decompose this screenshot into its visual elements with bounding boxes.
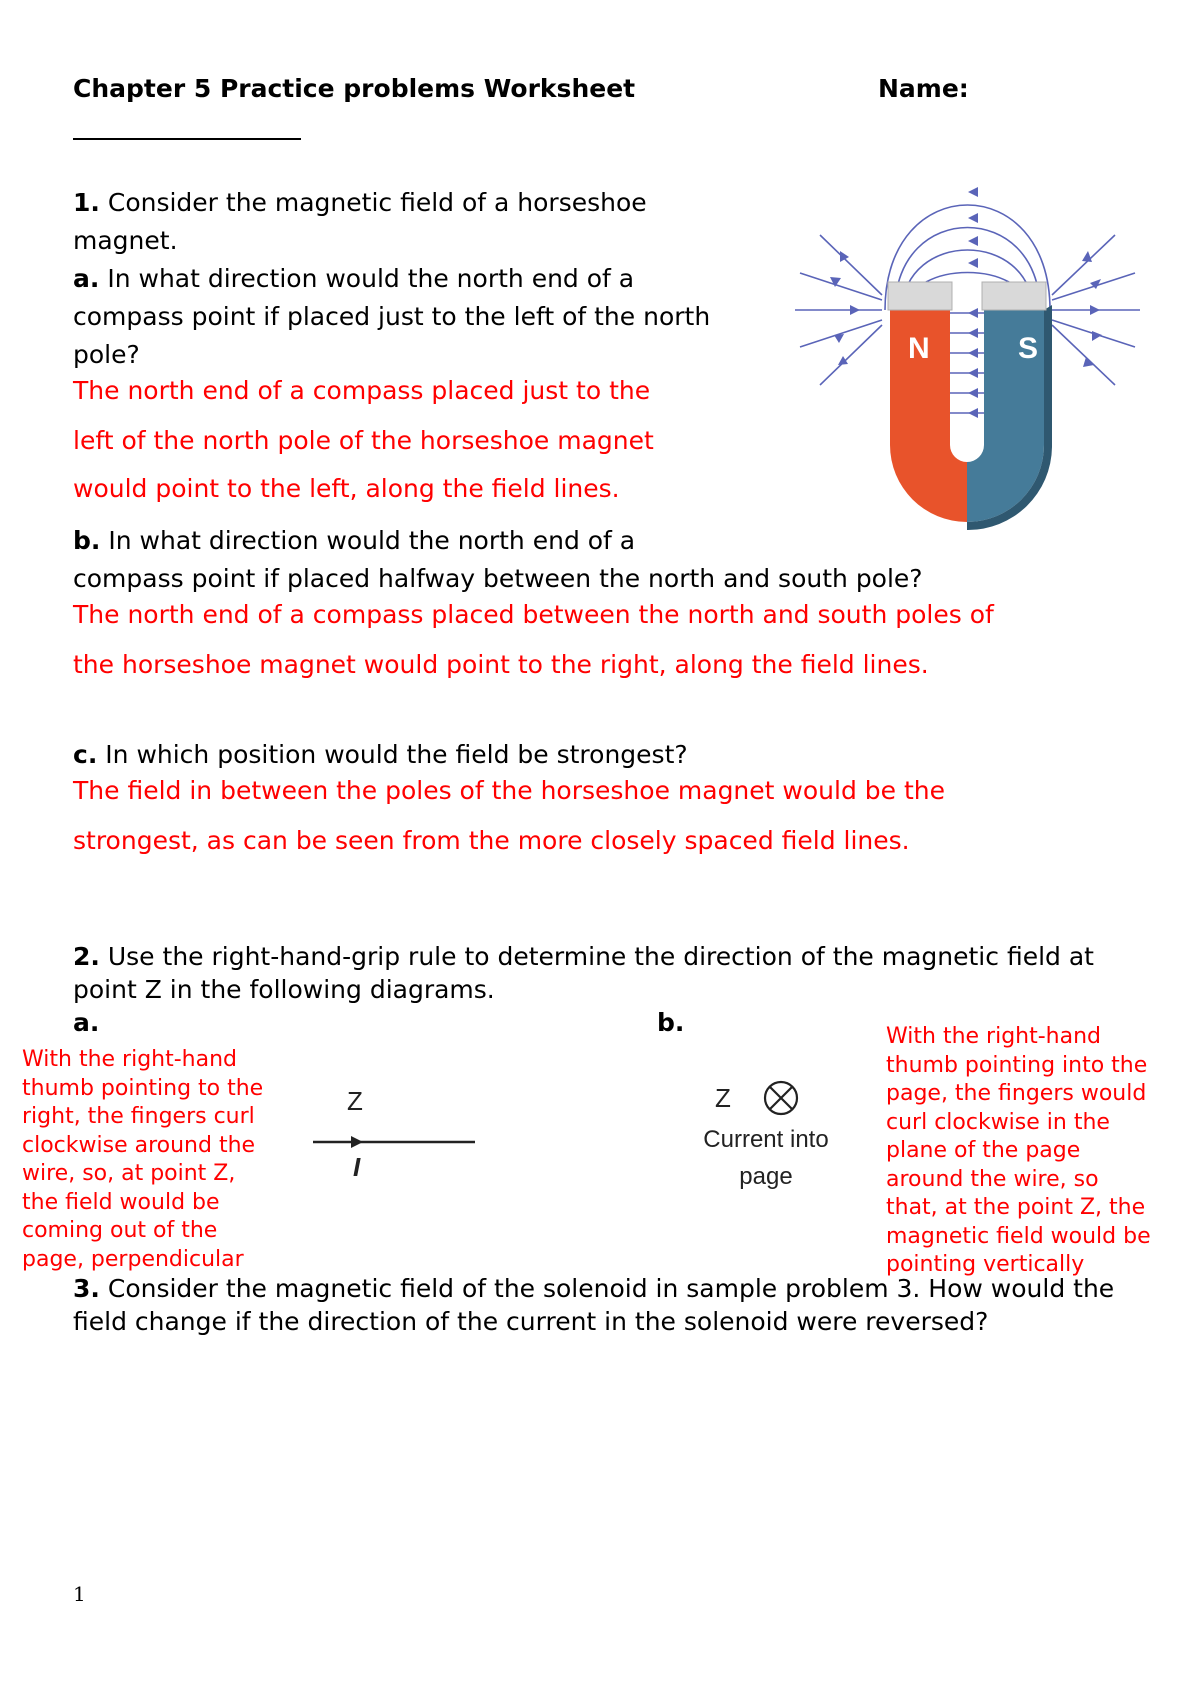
- north-pole-cap: [888, 282, 952, 310]
- q2-number: 2.: [73, 942, 100, 971]
- q2b-answer-line-1: With the right-hand: [886, 1024, 1102, 1049]
- q1a-answer-line-2: left of the north pole of the horseshoe magnet: [73, 426, 654, 455]
- q2a-answer-line-4: clockwise around the: [22, 1132, 256, 1158]
- q2b-answer-line-8: magnetic field would be: [886, 1223, 1151, 1249]
- q1c-question-text: In which position would the field be strongest?: [105, 740, 688, 769]
- q2a-answer-line-3: right, the fingers curl: [22, 1104, 255, 1129]
- q3-number: 3.: [73, 1274, 100, 1303]
- q1a-answer-line-3: would point to the left, along the field lines.: [73, 474, 620, 503]
- q2b-caption-line-1: Current into: [703, 1126, 829, 1153]
- q2b-answer-line-6: around the wire, so: [886, 1166, 1099, 1192]
- q2a-answer-line-7: coming out of the: [22, 1218, 218, 1243]
- q2a-answer-line-8: page, perpendicular: [22, 1246, 244, 1272]
- q2b-answer-line-4: curl clockwise in the: [886, 1109, 1110, 1135]
- q1b-label: b.: [73, 526, 101, 555]
- field-arrowheads: [830, 187, 1102, 418]
- q2-prompt-text: Use the right-hand-grip rule to determine the direction of the magnetic field at point Z in the following diagrams.: [73, 942, 1094, 1004]
- q2a-point-z: Z: [347, 1086, 363, 1116]
- q1a-answer-line-1: The north end of a compass placed just to the: [73, 376, 651, 405]
- page-number: 1: [73, 1582, 86, 1606]
- horseshoe-magnet-diagram: [790, 185, 1150, 535]
- q1-prompt-text: Consider the magnetic field of a horseshoe magnet.: [73, 188, 647, 255]
- q1b-question-text: In what direction would the north end of a: [108, 526, 636, 555]
- q2a-current-label: I: [353, 1152, 361, 1182]
- q1-number: 1.: [73, 188, 100, 217]
- q1-prompt: [73, 184, 753, 260]
- q1b-answer-line-2: the horseshoe magnet would point to the right, along the field lines.: [73, 650, 929, 679]
- south-pole-cap: [982, 282, 1046, 310]
- q1b-question-line-1: [73, 522, 635, 560]
- q1c-answer-line-2: strongest, as can be seen from the more closely spaced field lines.: [73, 826, 910, 855]
- worksheet-title: Chapter 5 Practice problems Worksheet: [73, 74, 636, 103]
- current-into-page-icon: [765, 1082, 797, 1114]
- q1b-answer-line-1: The north end of a compass placed between the north and south poles of: [73, 600, 994, 629]
- q2b-answer-line-5: plane of the page: [886, 1138, 1081, 1163]
- q2a-label: a.: [73, 1008, 100, 1037]
- q2b-answer: [886, 1023, 1196, 1277]
- name-label: Name:: [878, 74, 969, 103]
- north-pole-label: N: [908, 332, 930, 365]
- q3-prompt: [73, 1272, 1153, 1338]
- q2b-answer-line-2: thumb pointing into the: [886, 1052, 1148, 1078]
- field-lines: [795, 205, 1140, 413]
- q1b-question-line-2: compass point if placed halfway between the north and south pole?: [73, 564, 923, 593]
- q1c-question: [73, 736, 688, 774]
- q2a-wire-diagram: [305, 1080, 485, 1190]
- q2b-answer-line-9: pointing vertically: [886, 1252, 1085, 1277]
- q2a-answer-line-6: the field would be: [22, 1189, 220, 1215]
- q1a-question-text: In what direction would the north end of a compass point if placed just to the left of the north pole?: [73, 264, 711, 369]
- q2b-caption-line-2: page: [739, 1163, 793, 1190]
- q2a-answer-line-1: With the right-hand: [22, 1047, 238, 1072]
- q2-prompt: [73, 940, 1153, 1006]
- q2b-wire-diagram: [690, 1075, 860, 1205]
- q2b-point-z: Z: [715, 1083, 731, 1113]
- q1a-question: [73, 260, 733, 374]
- current-arrow-icon: [351, 1136, 363, 1148]
- q1a-label: a.: [73, 264, 100, 293]
- q2b-label: b.: [657, 1008, 685, 1037]
- q2a-answer: [22, 1046, 322, 1272]
- q3-prompt-text: Consider the magnetic field of the solenoid in sample problem 3. How would the field change if the direction of the current in the solenoid were reversed?: [73, 1274, 1115, 1336]
- south-pole-label: S: [1018, 332, 1039, 365]
- name-underline: [73, 138, 301, 140]
- q2b-answer-line-7: that, at the point Z, the: [886, 1195, 1146, 1220]
- q2a-answer-line-5: wire, so, at point Z,: [22, 1161, 236, 1186]
- q1c-label: c.: [73, 740, 98, 769]
- q2b-answer-line-3: page, the fingers would: [886, 1081, 1147, 1106]
- q2a-answer-line-2: thumb pointing to the: [22, 1075, 264, 1101]
- q1c-answer-line-1: The field in between the poles of the horseshoe magnet would be the: [73, 776, 945, 805]
